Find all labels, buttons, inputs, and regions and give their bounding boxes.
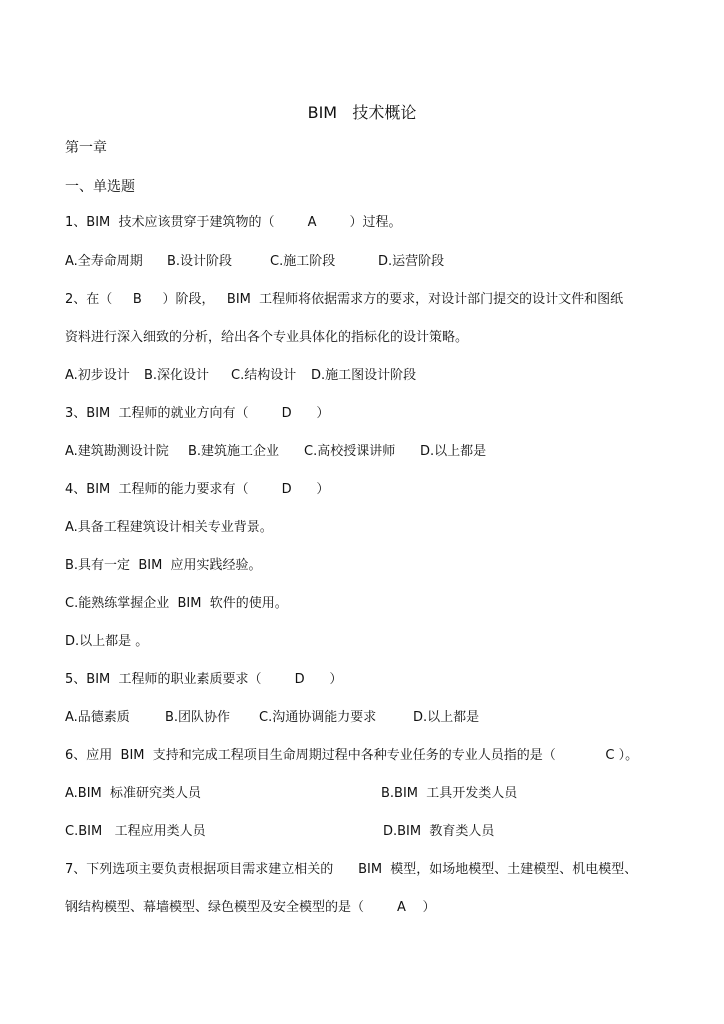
document-title: BIM 技术概论 — [307, 103, 417, 122]
q2-option-b: B.深化设计 — [144, 368, 210, 383]
q6-option-c: C.BIM 工程应用类人员 — [65, 824, 206, 839]
q6-option-a: A.BIM 标准研究类人员 — [65, 786, 202, 801]
q2-option-d: D.施工图设计阶段 — [311, 368, 417, 383]
q4-option-b: B.具有一定 BIM 应用实践经验。 — [65, 558, 262, 573]
q1-option-d: D.运营阶段 — [378, 254, 445, 269]
q2-option-c: C.结构设计 — [231, 368, 297, 383]
q2-option-a: A.初步设计 — [65, 368, 130, 383]
q5-option-a: A.品德素质 — [65, 710, 130, 725]
section-heading: 一、单选题 — [65, 179, 135, 195]
q5-option-c: C.沟通协调能力要求 — [259, 710, 377, 725]
q3-option-c: C.高校授课讲师 — [304, 444, 396, 459]
question-2-continued: 资料进行深入细致的分析，给出各个专业具体化的指标化的设计策略。 — [65, 330, 469, 345]
q1-option-b: B.设计阶段 — [167, 254, 233, 269]
q5-option-d: D.以上都是 — [413, 710, 480, 725]
q6-option-d: D.BIM 教育类人员 — [383, 824, 495, 839]
q1-option-c: C.施工阶段 — [270, 254, 336, 269]
q5-option-b: B.团队协作 — [165, 710, 231, 725]
question-4: 4、BIM 工程师的能力要求有（ D ） — [65, 482, 330, 497]
q4-option-a: A.具备工程建筑设计相关专业背景。 — [65, 520, 273, 535]
q4-option-c: C.能熟练掌握企业 BIM 软件的使用。 — [65, 596, 288, 611]
question-2: 2、在（ B ）阶段， BIM 工程师将依据需求方的要求，对设计部门提交的设计文件和图纸 — [65, 292, 624, 307]
q6-option-b: B.BIM 工具开发类人员 — [381, 786, 518, 801]
question-1: 1、BIM 技术应该贯穿于建筑物的（ A ）过程。 — [65, 215, 402, 230]
question-6: 6、应用 BIM 支持和完成工程项目生命周期过程中各种专业任务的专业人员指的是（ C ）。 — [65, 748, 639, 763]
q3-option-d: D.以上都是 — [420, 444, 487, 459]
q3-option-b: B.建筑施工企业 — [188, 444, 280, 459]
q4-option-d: D.以上都是 。 — [65, 634, 149, 649]
question-7: 7、下列选项主要负责根据项目需求建立相关的 BIM 模型，如场地模型、土建模型、机电模型、 — [65, 862, 638, 877]
question-3: 3、BIM 工程师的就业方向有（ D ） — [65, 406, 330, 421]
question-7-continued: 钢结构模型、幕墙模型、绿色模型及安全模型的是（ A ） — [65, 900, 436, 915]
question-5: 5、BIM 工程师的职业素质要求（ D ） — [65, 672, 343, 687]
chapter-heading: 第一章 — [65, 140, 107, 156]
q1-option-a: A.全寿命周期 — [65, 254, 143, 269]
q3-option-a: A.建筑勘测设计院 — [65, 444, 169, 459]
